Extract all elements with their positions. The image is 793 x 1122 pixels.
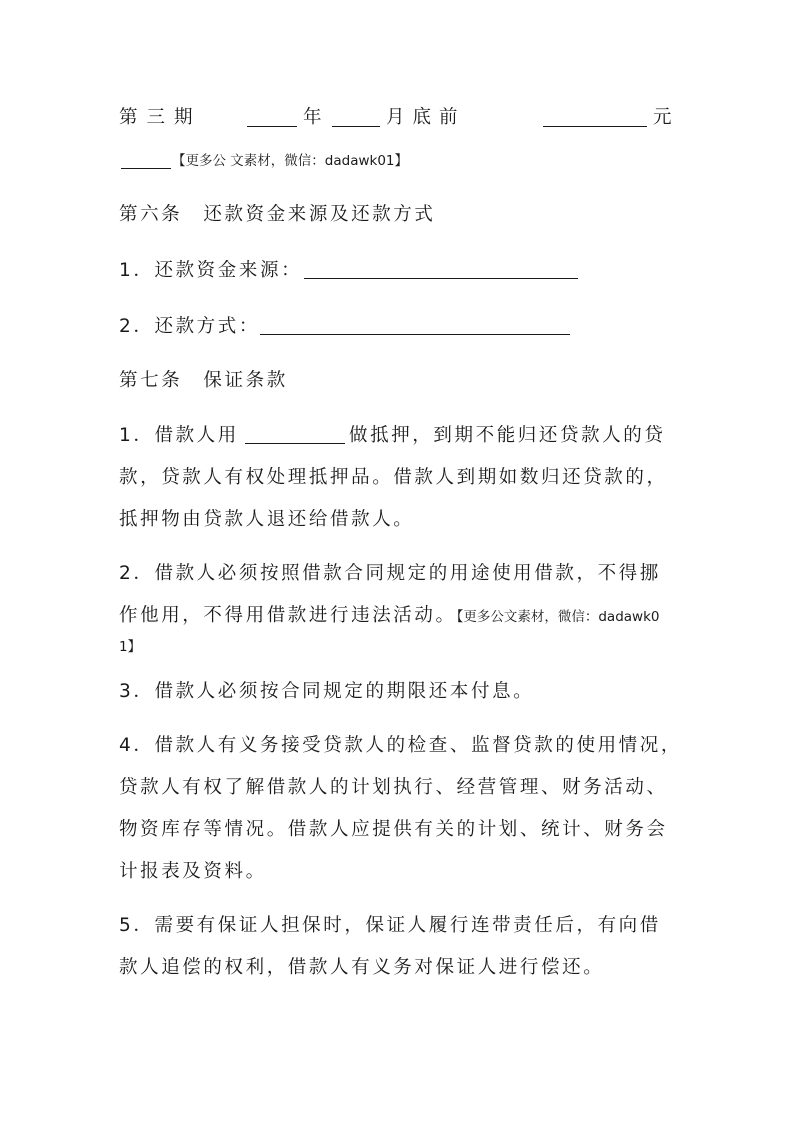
clause-2-line-2 [119, 604, 660, 629]
period3-label: 第三期 [119, 107, 202, 128]
collateral-blank[interactable] [245, 427, 345, 444]
yuan-label: 元 [653, 107, 675, 128]
clause-2-line-1: 2．借款人必须按照借款合同规定的用途使用借款，不得挪 [119, 563, 661, 584]
clause-2-text: 作他用，不得用借款进行违法活动。 [119, 605, 457, 626]
repayment-source-blank[interactable] [304, 262, 578, 279]
clause-5-line-2: 款人追偿的权利，借款人有义务对保证人进行偿还。 [119, 957, 605, 978]
repayment-method-line [119, 315, 260, 339]
clause-1-line-2: 款，贷款人有权处理抵押品。借款人到期如数归还贷款的， [119, 467, 668, 488]
month-end-label: 月底前 [386, 107, 466, 128]
clause-1-line-3: 抵押物由贷款人退还给借款人。 [119, 509, 415, 530]
year-label: 年 [303, 107, 325, 128]
clause-4-line-4: 计报表及资料。 [119, 861, 267, 882]
clause-2-promo-wrap: 1】 [119, 639, 142, 655]
clause-5-line-1: 5．需要有保证人担保时，保证人履行连带责任后，有向借 [119, 915, 661, 936]
amount-blank[interactable] [543, 110, 647, 127]
amount-blank-continued[interactable] [121, 152, 171, 169]
promo-note: 【更多公 文素材，微信：dadawk01】 [172, 153, 409, 169]
clause-4-line-2: 贷款人有权了解借款人的计划执行、经营管理、财务活动、 [119, 777, 668, 798]
clause-4-line-1: 4．借款人有义务接受贷款人的检查、监督贷款的使用情况， [119, 735, 682, 756]
clause-4-line-3: 物资库存等情况。借款人应提供有关的计划、统计、财务会 [119, 819, 668, 840]
clause-2-promo: 【更多公文素材，微信：dadawk0 [456, 609, 660, 625]
article-7-title: 第七条 保证条款 [119, 370, 288, 391]
repayment-source-label: 1．还款资金来源： [119, 260, 303, 281]
clause-1-suffix: 做抵押，到期不能归还贷款人的贷 [349, 425, 666, 446]
month-blank[interactable] [332, 110, 380, 127]
repayment-source-line [119, 259, 302, 283]
clause-3: 3．借款人必须按合同规定的期限还本付息。 [119, 681, 535, 702]
repayment-method-label: 2．还款方式： [119, 316, 260, 337]
year-blank[interactable] [247, 110, 297, 127]
article-6-title: 第六条 还款资金来源及还款方式 [119, 204, 436, 225]
clause-1-prefix: 1．借款人用 [119, 425, 239, 446]
repayment-method-blank[interactable] [260, 318, 570, 335]
